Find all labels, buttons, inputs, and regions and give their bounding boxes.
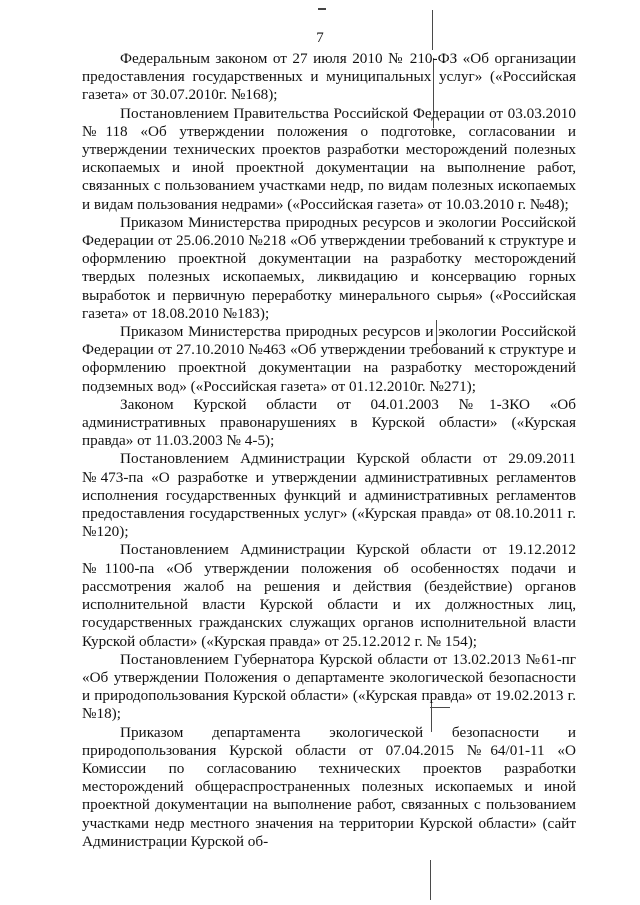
scan-line [430, 860, 431, 900]
scan-line [432, 10, 433, 50]
paragraph-federal-law: Федеральным законом от 27 июля 2010 № 210-ФЗ «Об организации предоставления государственных и муниципальных услуг» («Российская газета» от 30.07.2010г. №168); [82, 50, 576, 104]
paragraph-government-resolution: Постановлением Правительства Российской Федерации от 03.03.2010 №118 «Об утверждении положения о подготовке, согласовании и утверждении технических проектов разработки месторождений полезных ископаемых и иной проектной документации на выполнение работ, связанных с пользованием участками недр, по видам полезных ископаемых и видам пользования недрами» («Российская газета» от 10.03.2010 г. №48); [82, 104, 576, 213]
paragraph-department-order: Приказом департамента экологической безопасности и природопользования Курской области от 07.04.2015 №64/01-11 «О Комиссии по согласованию технических проектов разработки месторождений общераспространенных полезных ископаемых и иной проектной документации на выполнение работ, связанных с пользованием участками недр местного значения на территории Курской области» (сайт Администрации Курской об- [82, 723, 576, 850]
top-mark [318, 8, 326, 10]
paragraph-ministry-order-218: Приказом Министерства природных ресурсов и экологии Российской Федерации от 25.06.2010 №218 «Об утверждении требований к структуре и оформлению проектной документации на разработку месторождений твердых полезных ископаемых, ликвидацию и консервацию горных выработок и первичную переработку минерального сырья» («Российская газета» от 18.08.2010 №183); [82, 213, 576, 322]
document-body [82, 50, 576, 851]
paragraph-governor-resolution: Постановлением Губернатора Курской области от 13.02.2013 №61-пг «Об утверждении Положения о департаменте экологической безопасности и природопользования Курской области» («Курская правда» от 19.02.2013 г. №18); [82, 650, 576, 723]
paragraph-ministry-order-463: Приказом Министерства природных ресурсов и экологии Российской Федерации от 27.10.2010 №463 «Об утверждении требований к структуре и оформлению проектной документации на разработку месторождений подземных вод» («Российская газета» от 01.12.2010г. №271); [82, 323, 576, 395]
page-number: 7 [316, 30, 324, 46]
paragraph-administration-resolution-473: Постановлением Администрации Курской области от 29.09.2011 №473-па «О разработке и утверждении административных регламентов исполнения государственных функций и административных регламентов предоставления государственных услуг» («Курская правда» от 08.10.2011 г. №120); [82, 450, 576, 541]
paragraph-administration-resolution-1100: Постановлением Администрации Курской области от 19.12.2012 №1100-па «Об утверждении положения об особенностях подачи и рассмотрения жалоб на решения и действия (бездействие) органов исполнительной власти Курской области и их должностных лиц, государственных гражданских служащих органов исполнительной власти Курской области» («Курская правда» от 25.12.2012 г. № 154); [82, 541, 576, 650]
paragraph-kursk-law: Законом Курской области от 04.01.2003 №1-ЗКО «Об административных правонарушениях в Курской области» («Курская правда» от 11.03.2003 № 4-5); [82, 395, 576, 450]
